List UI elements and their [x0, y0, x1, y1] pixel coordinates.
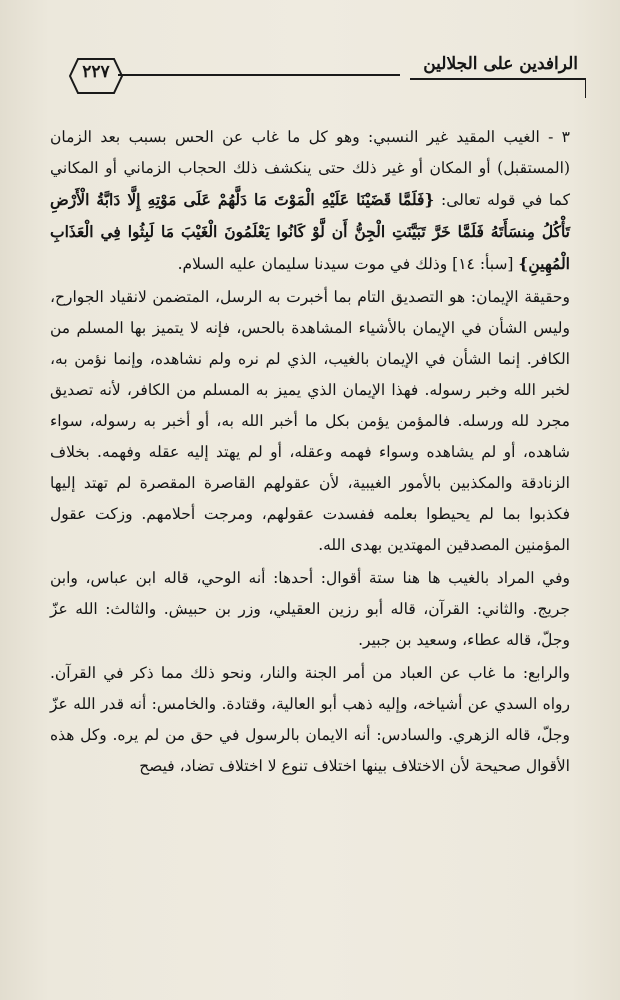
paragraph-unseen-restricted [50, 122, 570, 280]
paragraph-six-opinions [50, 563, 570, 656]
text-segment: وحقيقة الإيمان: هو التصديق التام بما أخبرت به الرسل، المتضمن لانقياد الجوارح، وليس الشأن في الإيمان بالأشياء المشاهدة بالحس، فإنه لا يتميز بها المسلم من الكافر. إنما الشأن في الإيمان بالغيب، الذي لم نره ولم نشاهده، وإنما نؤمن به، لخبر الله وخبر رسوله. فهذا الإيمان الذي يميز به المسلم من الكافر، لأنه تصديق مجرد لله ورسله. فالمؤمن يؤمن بكل ما أخبر الله به، أو أخبر به رسوله، سواء شاهده، أو لم يشاهده وسواء فهمه وعقله، أو لم يهتد إليه عقله وفهمه. بخلاف الزنادقة والمكذبين بالأمور الغيبية، لأن عقولهم القاصرة المقصرة لم تهتد إليها فكذبوا بما لم يحيطوا بعلمه ففسدت عقولهم، ومرجت أحلامهم. وزكت عقول المؤمنين المصدقين المهتدين بهدى الله. [50, 288, 570, 554]
text-segment: ٣ - الغيب المقيد غير النسبي: وهو كل ما غاب عن الحس بسبب بعد الزمان (المستقبل) أو المكان أو غير ذلك حتى ينكشف ذلك الحجاب الزماني أو المكاني كما في قوله تعالى: [50, 128, 570, 209]
text-segment: والرابع: ما غاب عن العباد من أمر الجنة والنار، ونحو ذلك مما ذكر في القرآن. رواه السدي عن أشياخه، وإليه ذهب أبو العالية، وقتادة. والخامس: أنه قدر الله عزّ وجلّ، قاله الزهري. والسادس: أنه الايمان بالرسول في حق من لم يره. وكل هذه الأقوال صحيحة لأن الاختلاف بينها اختلاف تنوع لا اختلاف تضاد، فيصح [50, 664, 570, 775]
header-tick [585, 78, 587, 98]
quran-verse: {فَلَمَّا قَضَيْنَا عَلَيْهِ الْمَوْتَ مَا دَلَّهُمْ عَلَى مَوْتِهِ إِلَّا دَابَّةُ الْأَرْضِ تَأْكُلُ مِنسَأَتَهُ فَلَمَّا خَرَّ تَبَيَّنَتِ الْجِنُّ أَن لَّوْ كَانُوا يَعْلَمُونَ الْغَيْبَ مَا لَبِثُوا فِي الْعَذَابِ الْمُهِينِ} [50, 190, 570, 273]
header-rule [118, 74, 400, 76]
page-number: ٢٢٧ [82, 62, 110, 82]
running-title: الرافدين على الجلالين [423, 54, 578, 74]
header-rule-right [410, 78, 586, 80]
main-text [50, 122, 570, 782]
text-segment: [سبأ: ١٤] وذلك في موت سيدنا سليمان عليه السلام. [177, 255, 519, 273]
paragraph-remaining-opinions [50, 658, 570, 782]
paragraph-faith-definition [50, 282, 570, 561]
text-segment: وفي المراد بالغيب ها هنا ستة أقوال: أحدها: أنه الوحي، قاله ابن عباس، وابن جريج. والثاني: القرآن، قاله أبو رزين العقيلي، وزر بن حبيش. والثالث: الله عزّ وجلّ، قاله عطاء، وسعيد بن جبير. [50, 569, 570, 649]
